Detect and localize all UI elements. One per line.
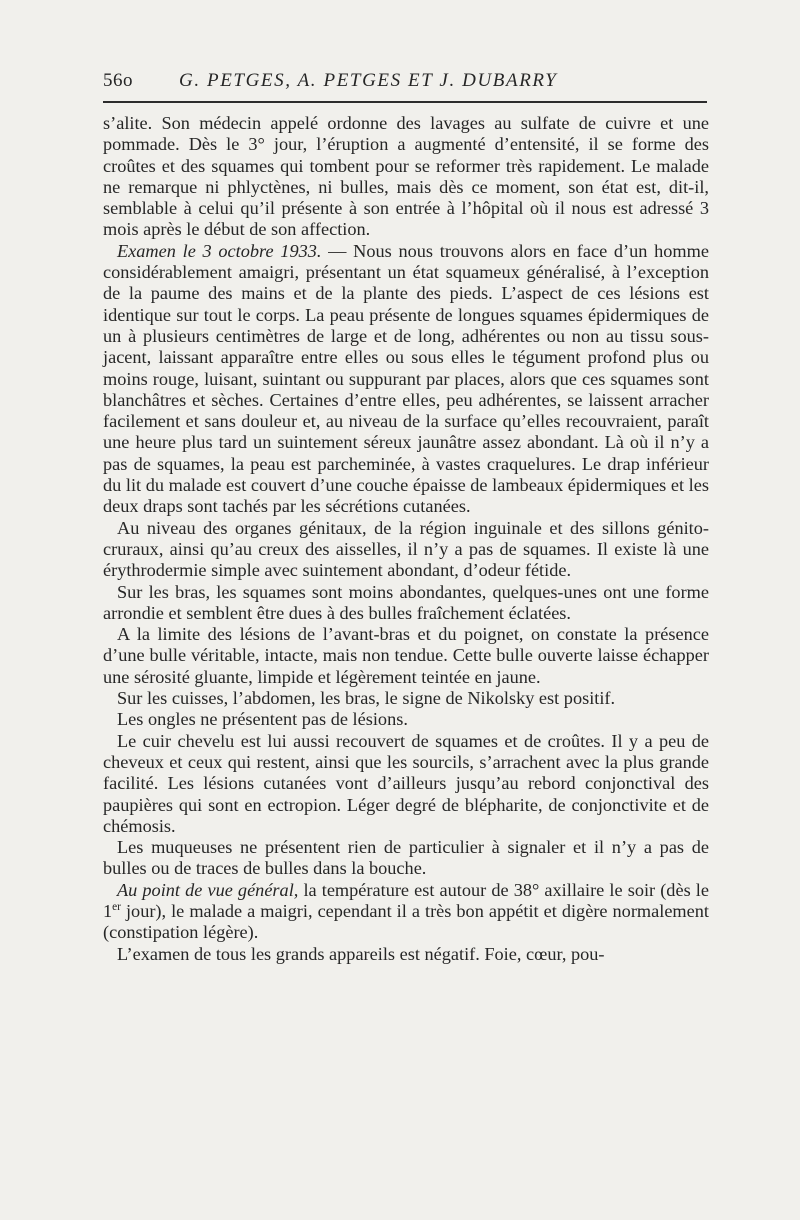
- paragraph-5: [103, 624, 709, 688]
- paragraph-10: [103, 880, 709, 944]
- paragraph-text: — Nous nous trouvons alors en face d’un homme considérablement amaigri, présentant un état squameux généralisé, à l’exception de la paume des mains et de la plante des pieds. L’aspect de ces lésions est identique sur tout le corps. La peau présente de longues squames épidermiques de un à plusieurs centimètres de large et de long, adhérentes ou non au tissu sous-jacent, laissant apparaître entre elles ou sous elles le tégument profond plus ou moins rouge, luisant, suintant ou suppurant par places, alors que ces squames sont blanchâtres et sèches. Certaines d’entre elles, peu adhérentes, se laissent arracher facilement et sans douleur et, au niveau de la surface qu’elles recouvraient, paraît une heure plus tard un suintement séreux jaunâtre assez abondant. Là où il n’y a pas de squames, la peau est parcheminée, à vastes craquelures. Le drap inférieur du lit du malade est couvert d’une couche épaisse de lambeaux épidermiques et les deux draps sont tachés par les sécrétions cutanées.: [103, 240, 709, 517]
- header-rule: [103, 101, 707, 103]
- ordinal-number: 1: [103, 900, 113, 921]
- body-text: [103, 113, 709, 965]
- paragraph-11: [103, 944, 709, 965]
- paragraph-4: [103, 582, 709, 625]
- paragraph-text: Sur les cuisses, l’abdomen, les bras, le signe de Nikolsky est positif.: [117, 688, 616, 709]
- paragraph-9: [103, 837, 709, 880]
- paragraph-text: L’examen de tous les grands appareils est négatif. Foie, cœur, pou-: [117, 943, 605, 964]
- paragraph-text: Les muqueuses ne présentent rien de particulier à signaler et il n’y a pas de bulles ou de traces de bulles dans la bouche.: [103, 837, 709, 879]
- page-number: 56o: [103, 70, 133, 91]
- section-lead: Examen le 3 octobre 1933.: [117, 240, 322, 261]
- page-header: [103, 70, 707, 92]
- paragraph-text: A la limite des lésions de l’avant-bras et du poignet, on constate la présence d’une bulle véritable, intacte, mais non tendue. Cette bulle ouverte laisse échapper une sérosité gluante, limpide et légèrement teintée en jaune.: [103, 624, 709, 687]
- paragraph-3: [103, 518, 709, 582]
- paragraph-7: [103, 709, 709, 730]
- running-title: G. PETGES, A. PETGES ET J. DUBARRY: [179, 70, 558, 91]
- paragraph-text: Les ongles ne présentent pas de lésions.: [117, 709, 408, 730]
- paragraph-text: Le cuir chevelu est lui aussi recouvert de squames et de croûtes. Il y a peu de cheveux et ceux qui restent, ainsi que les sourcils, s’arrachent avec la plus grande facilité. Les lésions cutanées vont d’ailleurs jusqu’au rebord conjonctival des paupières qui sont en ectropion. Léger degré de blépharite, de conjonctivite et de chémosis.: [103, 730, 709, 836]
- paragraph-2: [103, 241, 709, 518]
- ordinal-suffix: er: [112, 900, 121, 913]
- paragraph-8: [103, 731, 709, 837]
- paragraph-text: jour), le malade a maigri, cependant il a très bon appétit et digère normalement (constipation légère).: [103, 900, 709, 943]
- paragraph-1: [103, 113, 709, 241]
- paragraph-text: Au niveau des organes génitaux, de la région inguinale et des sillons génito-cruraux, ainsi qu’au creux des aisselles, il n’y a pas de squames. Il existe là une érythrodermie simple avec suintement abondant, d’odeur fétide.: [103, 517, 709, 581]
- paragraph-6: [103, 688, 709, 709]
- paragraph-text: la température est autour de 38° axillaire le soir (dès le: [298, 879, 709, 900]
- paragraph-text: Sur les bras, les squames sont moins abondantes, quelques-unes ont une forme arrondie et semblent être dues à des bulles fraîchement éclatées.: [103, 581, 709, 623]
- paragraph-text: s’alite. Son médecin appelé ordonne des lavages au sulfate de cuivre et une pommade. Dès le 3° jour, l’éruption a augmenté d’entensité, il se forme des croûtes et des squames qui tombent pour se reformer très rapidement. Le malade ne remarque ni phlyctènes, ni bulles, mais dès ce moment, son état est, dit-il, semblable à celui qu’il présente à son entrée à l’hôpital où il nous est adressé 3 mois après le début de son affection.: [103, 113, 709, 240]
- section-lead: Au point de vue général,: [117, 879, 299, 900]
